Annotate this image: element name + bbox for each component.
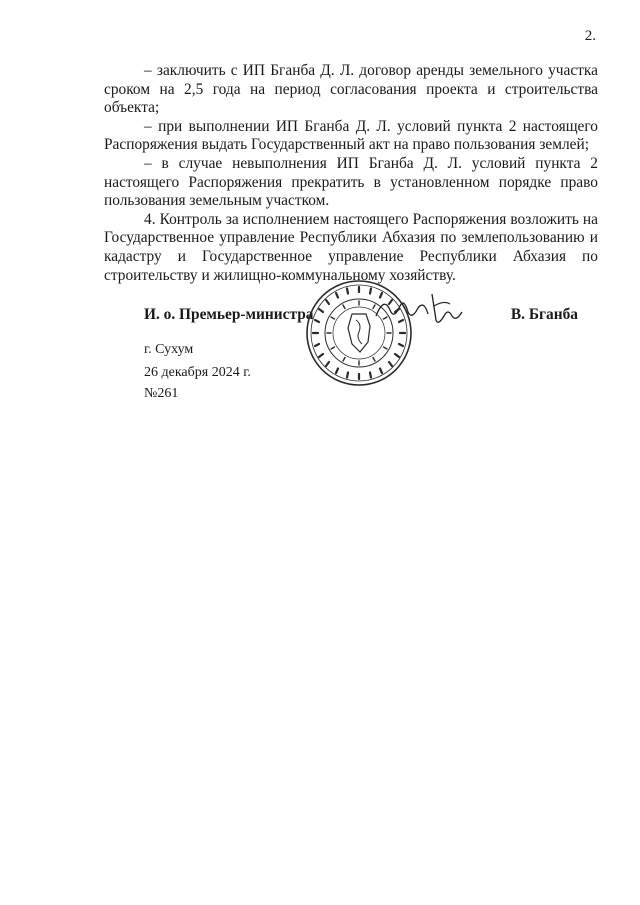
signature-block <box>104 278 598 401</box>
handwritten-signature-icon <box>372 286 472 330</box>
document-body <box>104 62 598 285</box>
document-date: 26 декабря 2024 г. <box>144 365 251 380</box>
paragraph-state-act: – при выполнении ИП Бганба Д. Л. условий пункта 2 настоящего Распоряжения выдать Государственный акт на право пользования землей; <box>104 117 598 154</box>
signatory-position: И. о. Премьер-министра <box>144 306 314 323</box>
page-number: 2. <box>584 28 596 44</box>
signatory-name: В. Бганба <box>510 306 578 323</box>
document-place: г. Сухум <box>144 342 194 357</box>
paragraph-termination: – в случае невыполнения ИП Бганба Д. Л. условий пункта 2 настоящего Распоряжения прекратить в установленном порядке право пользования земельным участком. <box>104 154 598 210</box>
paragraph-lease: – заключить с ИП Бганба Д. Л. договор аренды земельного участка сроком на 2,5 года на период согласования проекта и строительства объекта; <box>104 62 598 117</box>
paragraph-control: 4. Контроль за исполнением настоящего Распоряжения возложить на Государственное управление Республики Абхазия по землепользованию и кадастру и Государственное управление Республики Абхазия по строительству и жилищно-коммунальному хозяйству. <box>104 210 598 284</box>
document-number: №261 <box>144 386 179 401</box>
